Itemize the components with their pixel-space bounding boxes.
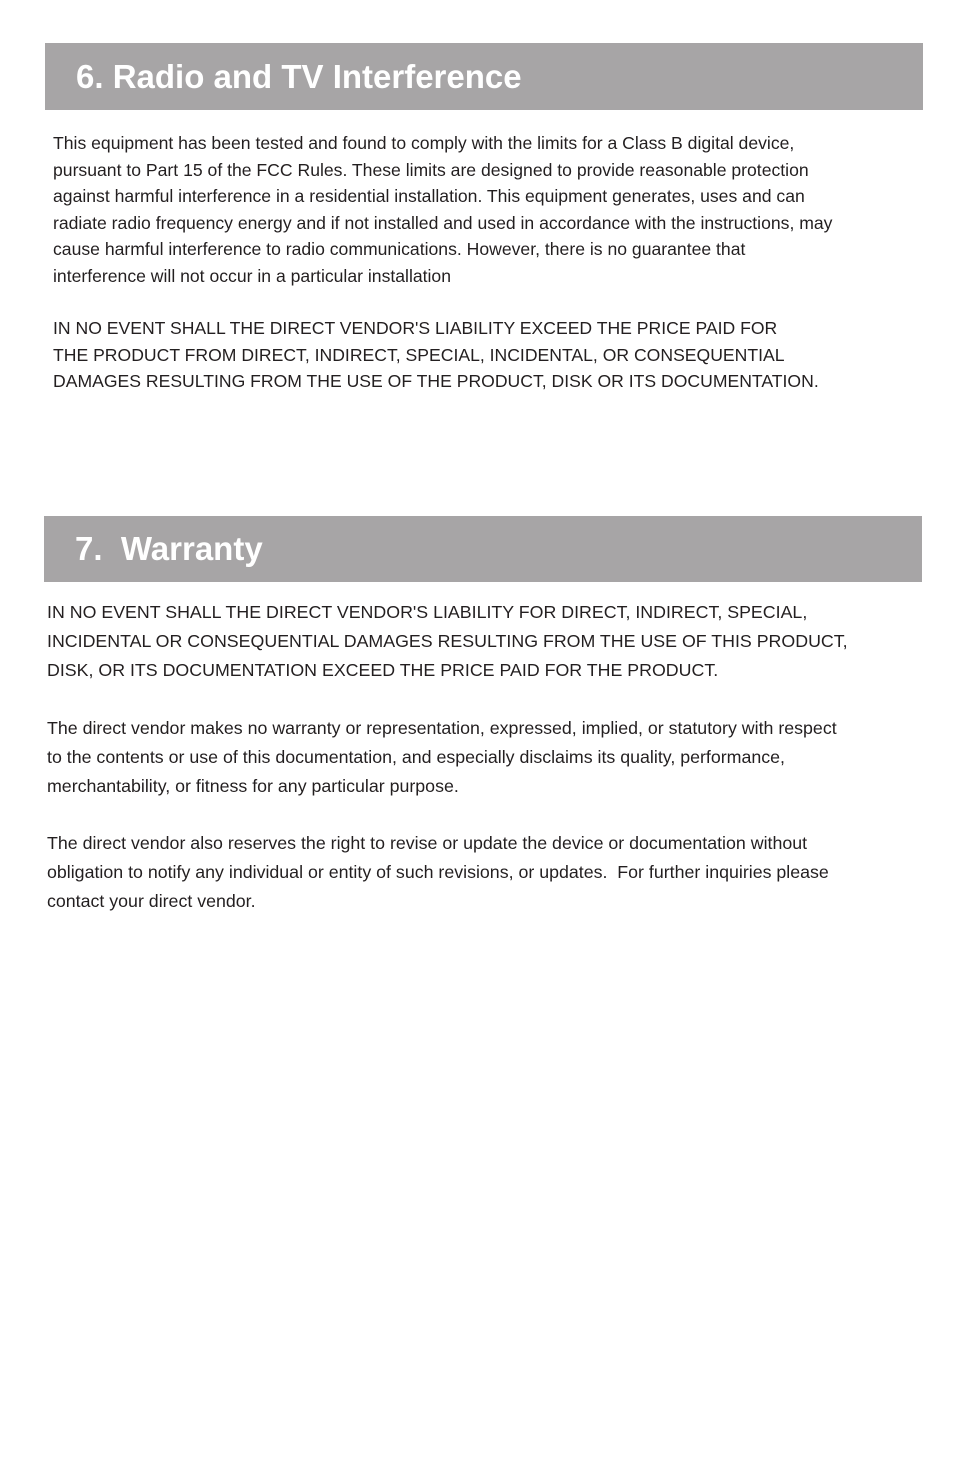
liability-notice-paragraph xyxy=(53,315,913,395)
paragraph-line: DISK, OR ITS DOCUMENTATION EXCEED THE PRICE PAID FOR THE PRODUCT. xyxy=(47,660,719,680)
paragraph-line: pursuant to Part 15 of the FCC Rules. These limits are designed to provide reasonable protection xyxy=(53,159,809,180)
paragraph-line: INCIDENTAL OR CONSEQUENTIAL DAMAGES RESULTING FROM THE USE OF THIS PRODUCT, xyxy=(47,631,848,651)
paragraph-line: to the contents or use of this documentation, and especially disclaims its quality, performance, xyxy=(47,747,785,767)
warranty-disclaimer-paragraph xyxy=(47,714,927,801)
paragraph-line: against harmful interference in a residential installation. This equipment generates, uses and can xyxy=(53,186,805,206)
paragraph-line: The direct vendor also reserves the right to revise or update the device or documentation without xyxy=(47,833,808,853)
section-7-header xyxy=(44,516,922,582)
warranty-liability-paragraph xyxy=(47,598,927,685)
paragraph-line: This equipment has been tested and found to comply with the limits for a Class B digital device, xyxy=(53,133,795,153)
paragraph-line: cause harmful interference to radio communications. However, there is no guarantee that xyxy=(53,239,746,259)
paragraph-line: IN NO EVENT SHALL THE DIRECT VENDOR'S LIABILITY EXCEED THE PRICE PAID FOR xyxy=(53,318,778,338)
section-6-title: 6. Radio and TV Interference xyxy=(76,57,522,95)
paragraph-line: radiate radio frequency energy and if not installed and used in accordance with the instructions, may xyxy=(53,212,833,233)
paragraph-line: The direct vendor makes no warranty or representation, expressed, implied, or statutory with respect xyxy=(47,718,837,738)
paragraph-line: interference will not occur in a particular installation xyxy=(53,265,452,286)
paragraph-line: merchantability, or fitness for any particular purpose. xyxy=(47,776,459,796)
paragraph-line: DAMAGES RESULTING FROM THE USE OF THE PRODUCT, DISK OR ITS DOCUMENTATION. xyxy=(53,371,819,391)
paragraph-line: obligation to notify any individual or entity of such revisions, or updates. For further inquiries please xyxy=(47,862,829,882)
fcc-compliance-paragraph xyxy=(53,130,913,289)
paragraph-line: THE PRODUCT FROM DIRECT, INDIRECT, SPECIAL, INCIDENTAL, OR CONSEQUENTIAL xyxy=(53,344,785,365)
paragraph-line: IN NO EVENT SHALL THE DIRECT VENDOR'S LIABILITY FOR DIRECT, INDIRECT, SPECIAL, xyxy=(47,602,808,622)
section-7-title: 7. Warranty xyxy=(75,530,263,567)
paragraph-line: contact your direct vendor. xyxy=(47,891,256,911)
section-6-header xyxy=(45,43,923,110)
revision-rights-paragraph xyxy=(47,829,927,916)
